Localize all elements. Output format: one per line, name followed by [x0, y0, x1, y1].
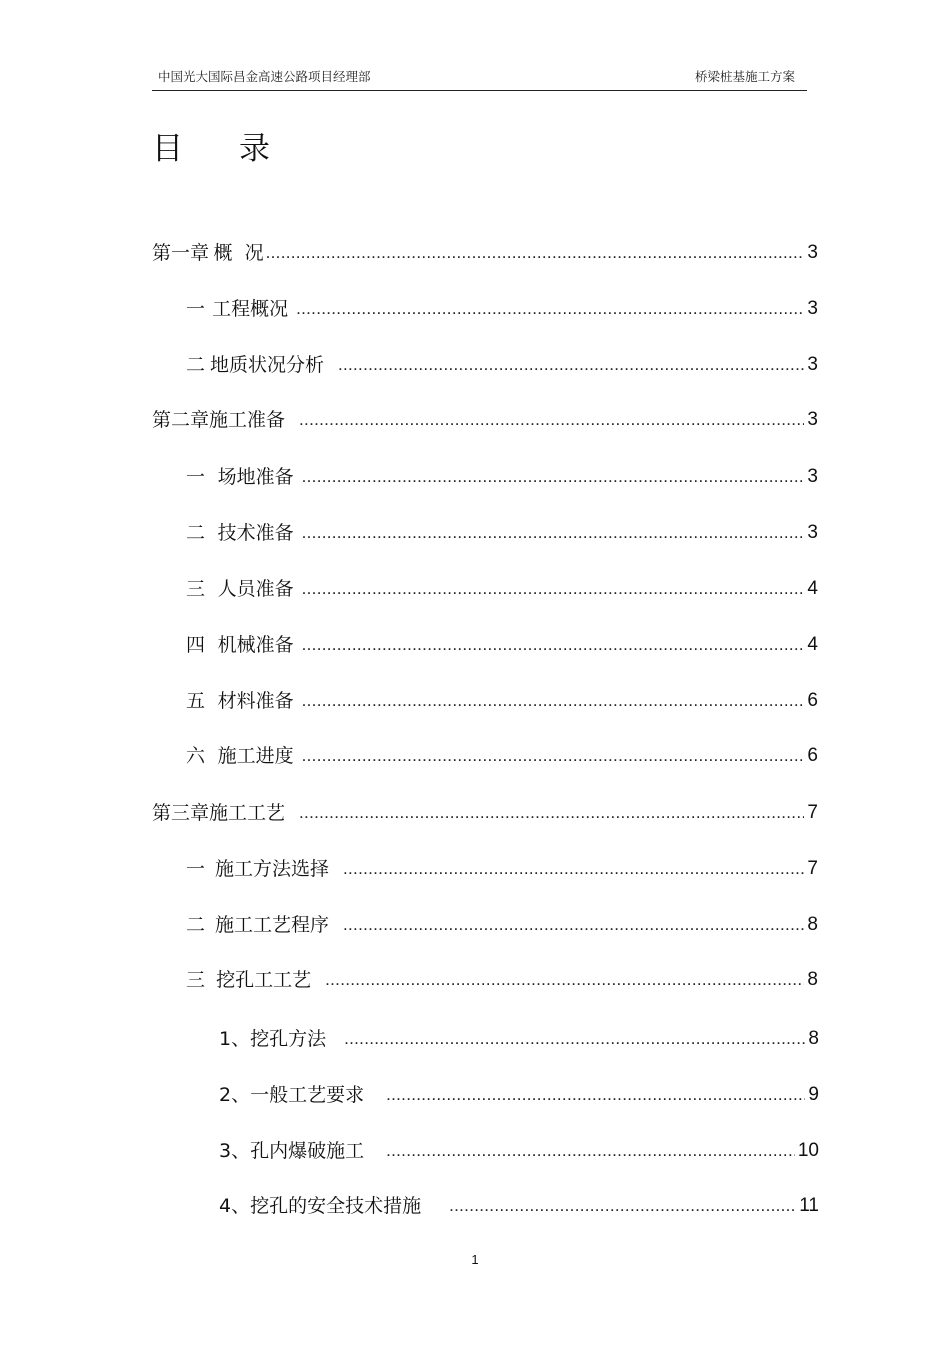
toc-entry-chapter[interactable]: [152, 239, 818, 267]
toc-page-number: 4: [807, 634, 818, 655]
toc-entry-chapter[interactable]: [152, 799, 818, 827]
toc-leader-dots: [296, 295, 804, 323]
toc-page-number: 8: [807, 969, 818, 990]
toc-entry-section[interactable]: [186, 351, 818, 379]
toc-entry-label: 施工准备: [209, 409, 286, 431]
toc-entry-subsection[interactable]: [219, 1081, 819, 1109]
toc-page-number: 3: [807, 354, 818, 375]
toc-entry-label: 施工方法选择: [215, 858, 330, 880]
toc-page-number: 3: [807, 409, 818, 430]
toc-entry-section[interactable]: [186, 631, 818, 659]
toc-page-number: 9: [808, 1084, 819, 1105]
toc-leader-dots: [302, 742, 805, 770]
toc-entry-label: 人员准备: [217, 578, 294, 600]
toc-entry-number: 二: [186, 354, 206, 376]
toc-entry-section[interactable]: [186, 295, 818, 323]
toc-leader-dots: [302, 463, 805, 491]
toc-entry-label: 材料准备: [217, 690, 294, 712]
toc-page-number: 7: [807, 858, 818, 879]
toc-leader-dots: [449, 1192, 796, 1220]
header-document-title: 桥梁桩基施工方案: [694, 69, 795, 84]
toc-leader-dots: [343, 855, 804, 883]
toc-leader-dots: [344, 1025, 805, 1053]
toc-entry-number: 第二章: [152, 409, 210, 431]
toc-entry-number: 1、: [219, 1028, 251, 1050]
toc-entry-section[interactable]: [186, 742, 818, 770]
toc-leader-dots: [325, 966, 804, 994]
toc-page-number: 3: [807, 242, 818, 263]
toc-entry-label: 一般工艺要求: [250, 1084, 365, 1106]
toc-entry-number: 三: [186, 578, 206, 600]
toc-entry-label: 地质状况分析: [209, 354, 324, 376]
toc-entry-label: 挖孔方法: [250, 1028, 327, 1050]
toc-entry-number: 二: [186, 914, 206, 936]
toc-leader-dots: [343, 911, 804, 939]
toc-page-number: 8: [808, 1028, 819, 1049]
toc-entry-label: 挖孔工工艺: [216, 969, 312, 991]
toc-entry-section[interactable]: [186, 911, 818, 939]
toc-page-number: 10: [797, 1140, 819, 1161]
toc-entry-subsection[interactable]: [219, 1192, 819, 1220]
toc-leader-dots: [386, 1137, 795, 1165]
toc-entry-section[interactable]: [186, 687, 818, 715]
toc-entry-subsection[interactable]: [219, 1025, 819, 1053]
toc-entry-label: 施工进度: [217, 745, 294, 767]
toc-entry-number: 六: [186, 745, 206, 767]
toc-leader-dots: [266, 239, 805, 267]
toc-entry-label: 技术准备: [217, 522, 294, 544]
toc-page-number: 6: [807, 690, 818, 711]
toc-entry-number: 2、: [219, 1084, 251, 1106]
toc-entry-number: 四: [186, 634, 206, 656]
toc-entry-section[interactable]: [186, 855, 818, 883]
toc-entry-number: 二: [186, 522, 206, 544]
toc-leader-dots: [386, 1081, 805, 1109]
toc-entry-section[interactable]: [186, 463, 818, 491]
toc-page-number: 3: [807, 522, 818, 543]
toc-entry-label: 施工工艺: [209, 802, 286, 824]
toc-entry-label: 概 况: [213, 242, 264, 264]
toc-leader-dots: [338, 351, 804, 379]
toc-entry-label: 孔内爆破施工: [250, 1140, 365, 1162]
toc-entry-subsection[interactable]: [219, 1137, 819, 1165]
toc-entry-number: 3、: [219, 1140, 251, 1162]
toc-entry-number: 一: [186, 858, 206, 880]
toc-page-number: 6: [807, 745, 818, 766]
toc-entry-label: 施工工艺程序: [215, 914, 330, 936]
toc-entry-number: 三: [186, 969, 206, 991]
toc-leader-dots: [302, 631, 805, 659]
toc-entry-number: 第三章: [152, 802, 210, 824]
page-number: 1: [471, 1252, 479, 1267]
header-organization: 中国光大国际昌金高速公路项目经理部: [158, 69, 371, 84]
toc-entry-label: 场地准备: [217, 466, 294, 488]
toc-title: 目录: [152, 131, 326, 167]
toc-leader-dots: [302, 687, 805, 715]
toc-leader-dots: [302, 519, 805, 547]
toc-page-number: 3: [807, 298, 818, 319]
toc-page-number: 11: [799, 1195, 819, 1216]
toc-entry-chapter[interactable]: [152, 406, 818, 434]
toc-entry-section[interactable]: [186, 519, 818, 547]
toc-entry-section[interactable]: [186, 575, 818, 603]
toc-entry-number: 4、: [219, 1195, 251, 1217]
toc-entry-number: 五: [186, 690, 206, 712]
toc-entry-number: 第一章: [152, 242, 210, 264]
toc-page-number: 7: [807, 802, 818, 823]
toc-leader-dots: [299, 799, 804, 827]
toc-page-number: 8: [807, 914, 818, 935]
toc-entry-number: 一: [186, 466, 206, 488]
toc-entry-label: 工程概况: [212, 298, 289, 320]
toc-entry-label: 挖孔的安全技术措施: [250, 1195, 422, 1217]
toc-leader-dots: [302, 575, 805, 603]
toc-entry-section[interactable]: [186, 966, 818, 994]
toc-page-number: 3: [807, 466, 818, 487]
toc-page-number: 4: [807, 578, 818, 599]
toc-entry-number: 一: [186, 298, 206, 320]
toc-entry-label: 机械准备: [217, 634, 294, 656]
toc-leader-dots: [299, 406, 804, 434]
